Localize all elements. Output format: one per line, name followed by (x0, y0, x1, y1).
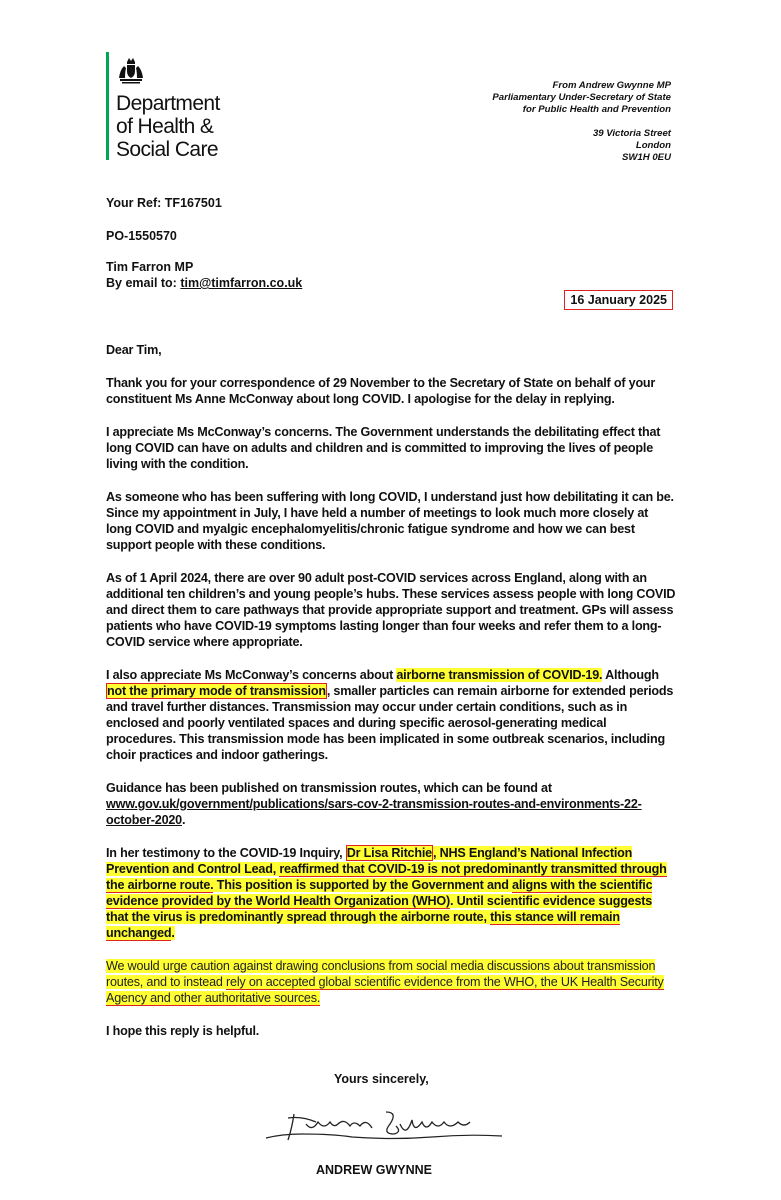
underlined-who-evidence: aligns with the scientific evidence provided by the World Health Organization (WHO) (106, 878, 653, 908)
salutation: Dear Tim, (106, 343, 162, 357)
recipient-email-line (106, 276, 302, 290)
closing: Yours sincerely, (334, 1072, 429, 1086)
sender-address-street: 39 Victoria Street (592, 128, 671, 139)
department-name (116, 92, 220, 161)
sender-from: From Andrew Gwynne MP (552, 80, 671, 91)
department-name-line-1: Department (116, 92, 220, 115)
paragraph-1: Thank you for your correspondence of 29 November to the Secretary of State on behalf of your constituent Ms Anne McConway about long COVID. I apologise for the delay in replying. (106, 376, 656, 406)
paragraph-6 (106, 780, 676, 828)
letter-body (106, 342, 676, 1056)
recipient-name: Tim Farron MP (106, 260, 194, 274)
recipient-email-link[interactable]: tim@timfarron.co.uk (180, 276, 303, 290)
underlined-reaffirmed-statement: reaffirmed that COVID-19 is not predominantly transmitted through the airborne route. (106, 862, 667, 892)
highlight-until-evidence: . Until scientific evidence suggests that the virus is predominantly spread through the airborne route, (106, 894, 653, 924)
department-name-line-2: of Health & (116, 115, 214, 138)
paragraph-8 (106, 958, 676, 1006)
p7-text-c: , (432, 846, 440, 860)
p6-text-a: Guidance has been published on transmission routes, which can be found at (106, 781, 552, 795)
underlined-stance-unchanged: this stance will remain unchanged (106, 910, 620, 940)
paragraph-4: As of 1 April 2024, there are over 90 adult post-COVID services across England, along with an additional ten children’s and young people’s hubs. These services assess people with long COVID and direct them to care pathways that provide appropriate support and treatment. GPs will assess patients who have COVID-19 symptoms lasting longer than four weeks and refer them to a long-COVID service where appropriate. (106, 571, 676, 649)
department-name-line-3: Social Care (116, 138, 218, 161)
royal-coat-of-arms-icon (116, 56, 146, 86)
handwritten-signature (262, 1104, 512, 1156)
highlight-airborne-transmission: airborne transmission of COVID-19. (396, 668, 603, 682)
sender-title: Parliamentary Under-Secretary of State (492, 92, 671, 103)
paragraph-5 (106, 667, 676, 763)
p5-text-e: , smaller particles can remain airborne for extended periods and travel further distances. Transmission may occur under certain conditions, such as in enclosed and poorly ventilated spaces and during specific aerosol-generating medical procedures. This transmission mode has been implicated in some outbreak scenarios, including choir practices and indoor gatherings. (106, 684, 674, 762)
paragraph-9: I hope this reply is helpful. (106, 1024, 260, 1038)
p5-text-c: Although (602, 668, 659, 682)
boxed-dr-lisa-ritchie: Dr Lisa Ritchie (346, 846, 432, 860)
paragraph-7 (106, 845, 676, 941)
p5-text-a: I also appreciate Ms McConway’s concerns about (106, 668, 397, 682)
your-ref: Your Ref: TF167501 (106, 196, 222, 210)
guidance-link[interactable]: www.gov.uk/government/publications/sars-cov-2-transmission-routes-and-environments-22-october-2020 (106, 797, 642, 827)
sender-portfolio: for Public Health and Prevention (522, 104, 671, 115)
logo-green-rule (106, 52, 109, 160)
underlined-rely-on-evidence: rely on accepted global scientific evidence from the WHO, the UK Health Security Agency and other authoritative sources. (106, 975, 664, 1005)
po-number: PO-1550570 (106, 229, 177, 243)
email-prefix: By email to: (106, 276, 181, 290)
letter-date: 16 January 2025 (564, 290, 673, 310)
paragraph-3: As someone who has been suffering with long COVID, I understand just how debilitating it can be. Since my appointment in July, I have held a number of meetings to look much more closely at long COVID and myalgic encephalomyelitis/chronic fatigue syndrome and how we can best support people with these conditions. (106, 490, 674, 552)
p7-text-a: In her testimony to the COVID-19 Inquiry, (106, 846, 346, 860)
sender-address-postcode: SW1H 0EU (621, 152, 671, 163)
sender-block (492, 80, 671, 164)
p6-text-c: . (182, 813, 186, 827)
highlight-supported-by-government: This position is supported by the Government and (213, 878, 513, 892)
signatory-name: ANDREW GWYNNE (316, 1163, 432, 1177)
department-logo (106, 52, 266, 160)
p7-text-j: . (171, 926, 175, 940)
highlight-nhs-lead: NHS England’s National Infection Prevention and Control Lead, (106, 846, 633, 876)
boxed-not-primary-mode: not the primary mode of transmission (107, 684, 326, 698)
highlight-urge-caution: We would urge caution against drawing conclusions from social media discussions about transmission routes, and to instead (106, 959, 656, 989)
sender-address-city: London (635, 140, 671, 151)
paragraph-2: I appreciate Ms McConway’s concerns. The Government understands the debilitating effect that long COVID can have on adults and children and is committed to improving the lives of people living with the condition. (106, 425, 661, 471)
